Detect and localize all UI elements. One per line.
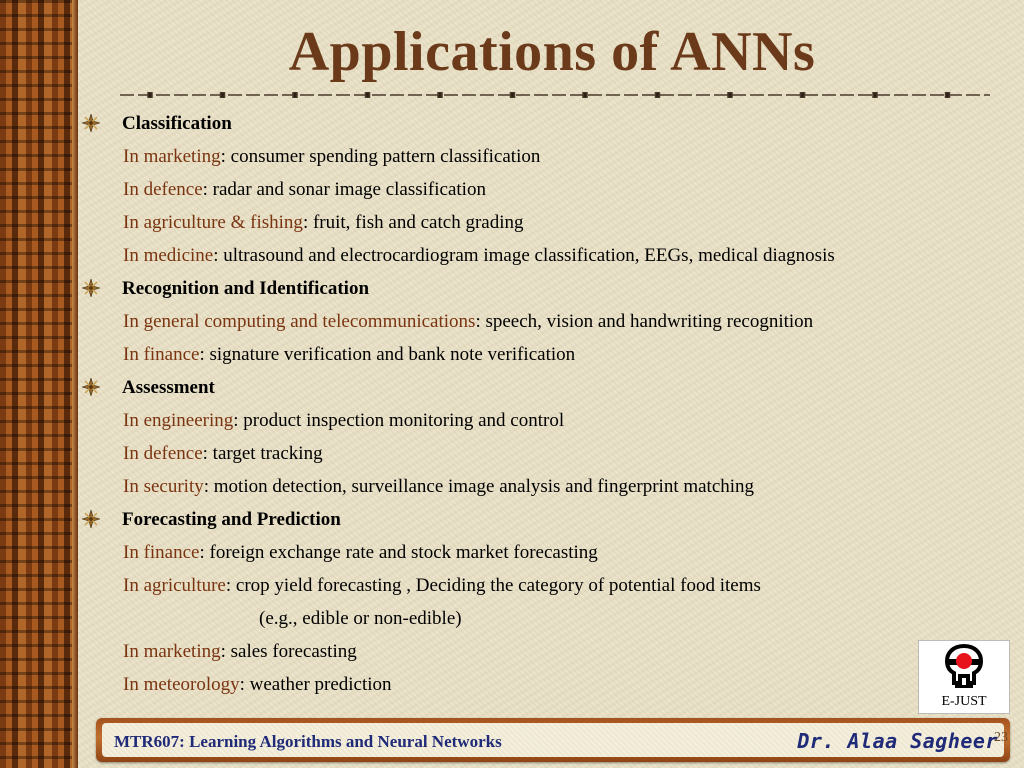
decorative-left-border	[0, 0, 78, 768]
section-heading: Recognition and Identification	[122, 278, 370, 299]
list-item: In meteorology: weather prediction	[123, 674, 392, 695]
bullet-star-icon	[82, 114, 100, 132]
slide-title: Applications of ANNs	[288, 21, 816, 83]
page-number: 23	[994, 730, 1008, 745]
author-name: Dr. Alaa Sagheer	[797, 729, 998, 753]
section-heading: Assessment	[122, 377, 215, 398]
list-item: In engineering: product inspection monitoring and control	[123, 410, 565, 431]
bullet-star-icon	[82, 378, 100, 396]
bullet-star-icon	[82, 510, 100, 528]
ejust-logo	[918, 640, 1010, 714]
section-heading: Forecasting and Prediction	[122, 509, 341, 530]
section-heading: Classification	[122, 113, 232, 134]
title-divider	[120, 92, 990, 98]
list-item: In defence: radar and sonar image classification	[123, 179, 486, 200]
slide-footer	[96, 718, 1010, 762]
list-item: In security: motion detection, surveillance image analysis and fingerprint matching	[123, 476, 755, 497]
list-item-continuation: (e.g., edible or non-edible)	[259, 608, 462, 629]
list-item: In marketing: sales forecasting	[123, 641, 357, 662]
list-item: In finance: foreign exchange rate and stock market forecasting	[123, 542, 598, 563]
ejust-emblem-icon	[941, 643, 987, 693]
bullet-star-icon	[82, 279, 100, 297]
list-item: In medicine: ultrasound and electrocardiogram image classification, EEGs, medical diagnosis	[123, 245, 835, 266]
list-item: In defence: target tracking	[123, 443, 323, 464]
list-item: In agriculture & fishing: fruit, fish and catch grading	[123, 212, 524, 233]
course-title: MTR607: Learning Algorithms and Neural Networks	[114, 732, 502, 751]
logo-label: E-JUST	[941, 694, 987, 709]
list-item: In finance: signature verification and bank note verification	[123, 344, 576, 365]
list-item: In agriculture: crop yield forecasting , Deciding the category of potential food items	[123, 575, 761, 596]
list-item: In marketing: consumer spending pattern classification	[123, 146, 541, 167]
list-item: In general computing and telecommunications: speech, vision and handwriting recognition	[123, 311, 814, 332]
